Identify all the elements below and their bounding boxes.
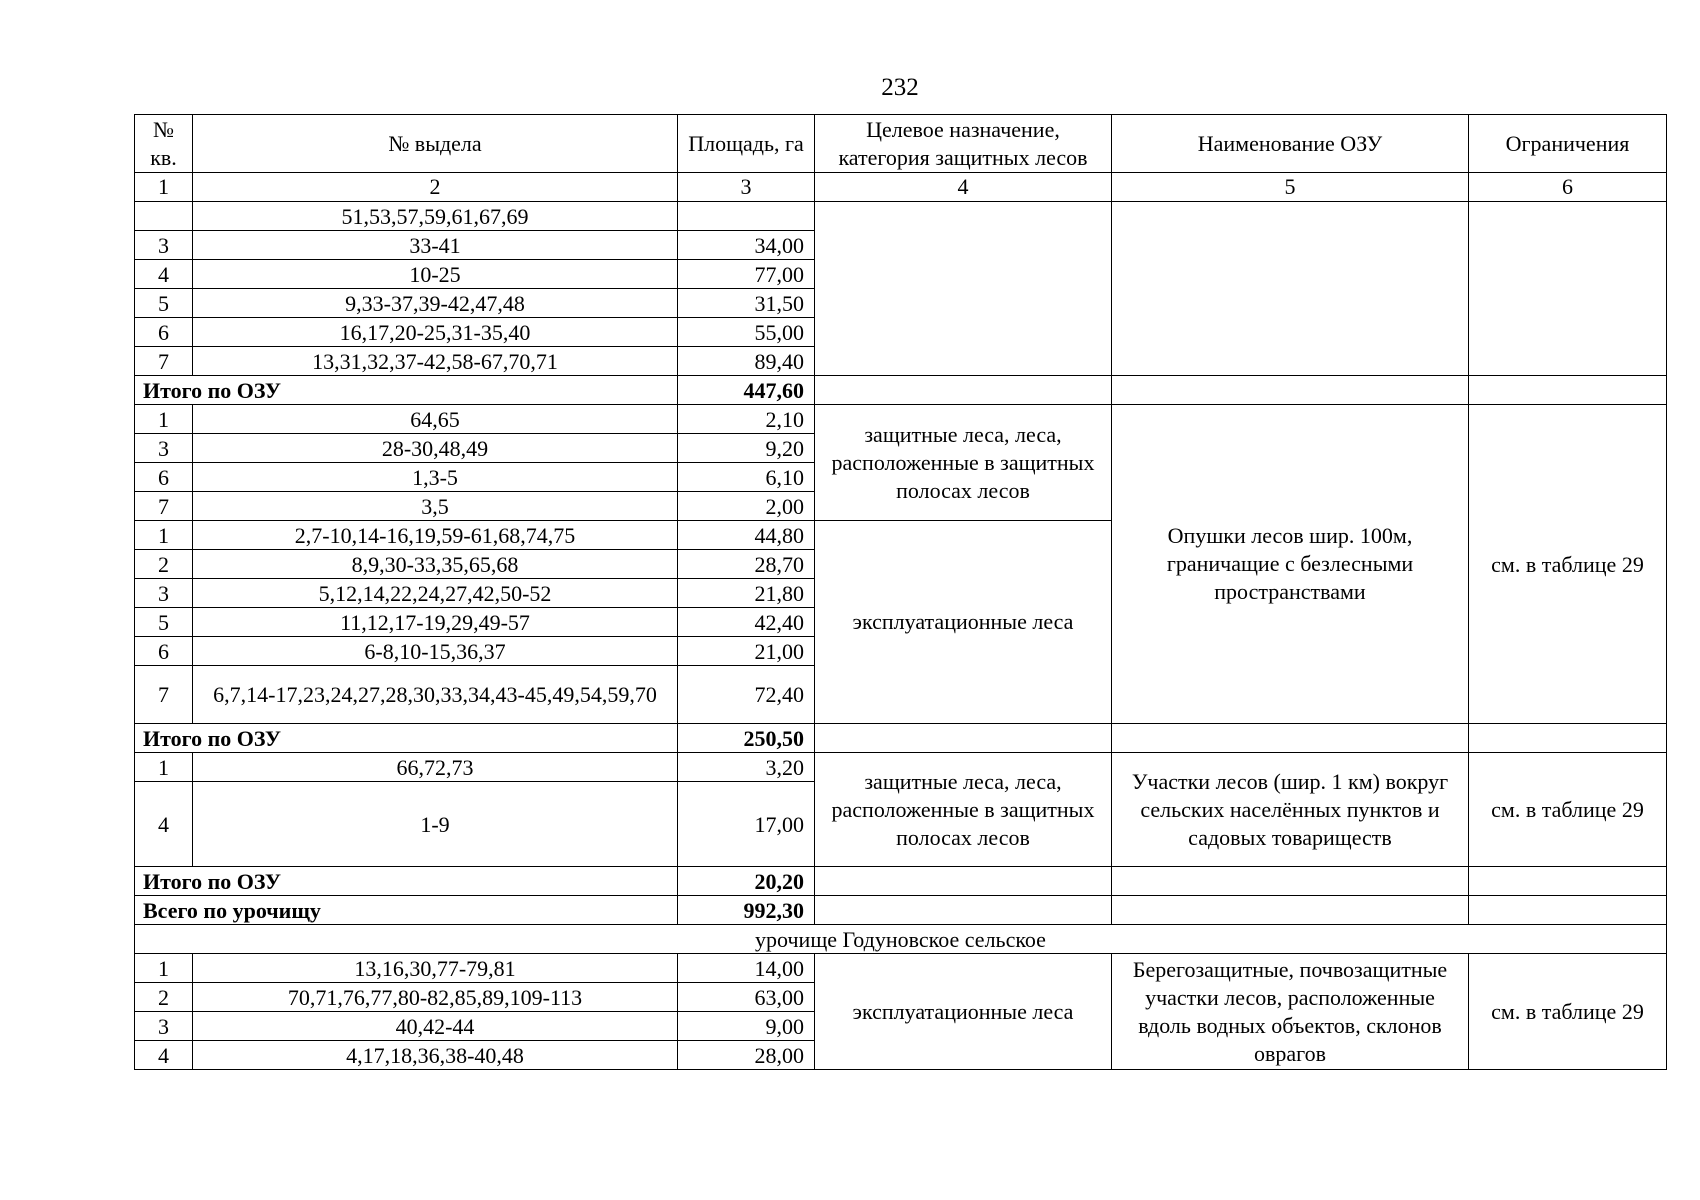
area-cell: 55,00 [678,318,815,347]
area-cell: 6,10 [678,463,815,492]
section-title: урочище Годуновское сельское [135,925,1667,954]
vydel-cell: 66,72,73 [193,753,678,782]
area-cell: 42,40 [678,608,815,637]
vydel-cell: 16,17,20-25,31-35,40 [193,318,678,347]
subtotal-area: 250,50 [678,724,815,753]
vydel-cell: 3,5 [193,492,678,521]
area-cell: 9,00 [678,1012,815,1041]
ozu-cell [1112,202,1469,376]
vydel-cell: 6-8,10-15,36,37 [193,637,678,666]
empty-cell [1112,376,1469,405]
area-cell: 17,00 [678,782,815,867]
empty-cell [1112,724,1469,753]
column-number: 4 [815,173,1112,202]
grand-total-area: 992,30 [678,896,815,925]
kv-cell: 7 [135,666,193,724]
vydel-cell: 6,7,14-17,23,24,27,28,30,33,34,43-45,49,54,59,70 [193,666,678,724]
empty-cell [1469,896,1667,925]
purpose-cell: эксплуатационные леса [815,954,1112,1070]
area-cell: 2,00 [678,492,815,521]
table-row [135,405,1667,434]
vydel-cell: 4,17,18,36,38-40,48 [193,1041,678,1070]
vydel-cell: 33-41 [193,231,678,260]
header-vydel: № выдела [193,115,678,173]
kv-cell: 3 [135,579,193,608]
area-cell: 72,40 [678,666,815,724]
limits-cell: см. в таблице 29 [1469,405,1667,724]
subtotal-row [135,867,1667,896]
kv-cell: 6 [135,463,193,492]
empty-cell [815,867,1112,896]
area-cell: 3,20 [678,753,815,782]
empty-cell [1469,376,1667,405]
empty-cell [815,376,1112,405]
area-cell: 44,80 [678,521,815,550]
vydel-cell: 51,53,57,59,61,67,69 [193,202,678,231]
kv-cell: 2 [135,983,193,1012]
grand-total-label: Всего по урочищу [135,896,678,925]
area-cell: 28,70 [678,550,815,579]
vydel-cell: 28-30,48,49 [193,434,678,463]
vydel-cell: 13,31,32,37-42,58-67,70,71 [193,347,678,376]
area-cell: 31,50 [678,289,815,318]
area-cell: 21,80 [678,579,815,608]
header-kv: № кв. [135,115,193,173]
vydel-cell: 40,42-44 [193,1012,678,1041]
kv-cell [135,202,193,231]
kv-cell: 7 [135,492,193,521]
limits-cell: см. в таблице 29 [1469,753,1667,867]
vydel-cell: 10-25 [193,260,678,289]
empty-cell [1112,867,1469,896]
empty-cell [815,724,1112,753]
kv-cell: 1 [135,954,193,983]
area-cell: 63,00 [678,983,815,1012]
empty-cell [815,896,1112,925]
purpose-cell: эксплуатационные леса [815,521,1112,724]
area-cell: 34,00 [678,231,815,260]
vydel-cell: 1,3-5 [193,463,678,492]
header-area: Площадь, га [678,115,815,173]
vydel-cell: 5,12,14,22,24,27,42,50-52 [193,579,678,608]
area-cell [678,202,815,231]
subtotal-row [135,376,1667,405]
column-number: 1 [135,173,193,202]
subtotal-area: 447,60 [678,376,815,405]
kv-cell: 7 [135,347,193,376]
subtotal-area: 20,20 [678,867,815,896]
vydel-cell: 64,65 [193,405,678,434]
section-title-row [135,925,1667,954]
purpose-cell [815,202,1112,376]
kv-cell: 5 [135,608,193,637]
subtotal-row [135,724,1667,753]
subtotal-label: Итого по ОЗУ [135,724,678,753]
table-row [135,202,1667,231]
kv-cell: 3 [135,231,193,260]
ozu-cell: Опушки лесов шир. 100м, граничащие с безлесными пространствами [1112,405,1469,724]
vydel-cell: 8,9,30-33,35,65,68 [193,550,678,579]
vydel-cell: 2,7-10,14-16,19,59-61,68,74,75 [193,521,678,550]
kv-cell: 3 [135,434,193,463]
kv-cell: 6 [135,637,193,666]
kv-cell: 6 [135,318,193,347]
kv-cell: 4 [135,260,193,289]
column-number: 3 [678,173,815,202]
kv-cell: 4 [135,1041,193,1070]
ozu-cell: Участки лесов (шир. 1 км) вокруг сельских населённых пунктов и садовых товариществ [1112,753,1469,867]
kv-cell: 2 [135,550,193,579]
grand-total-row [135,896,1667,925]
kv-cell: 1 [135,405,193,434]
table-row [135,954,1667,983]
header-purpose: Целевое назначение, категория защитных лесов [815,115,1112,173]
subtotal-label: Итого по ОЗУ [135,376,678,405]
vydel-cell: 70,71,76,77,80-82,85,89,109-113 [193,983,678,1012]
header-limits: Ограничения [1469,115,1667,173]
empty-cell [1112,896,1469,925]
ozu-cell: Берегозащитные, почвозащитные участки лесов, расположенные вдоль водных объектов, склонов оврагов [1112,954,1469,1070]
column-number: 6 [1469,173,1667,202]
vydel-cell: 9,33-37,39-42,47,48 [193,289,678,318]
area-cell: 77,00 [678,260,815,289]
limits-cell: см. в таблице 29 [1469,954,1667,1070]
area-cell: 14,00 [678,954,815,983]
page-number: 232 [881,74,919,101]
purpose-cell: защитные леса, леса, расположенные в защитных полосах лесов [815,753,1112,867]
empty-cell [1469,724,1667,753]
area-cell: 89,40 [678,347,815,376]
vydel-cell: 11,12,17-19,29,49-57 [193,608,678,637]
area-cell: 21,00 [678,637,815,666]
area-cell: 28,00 [678,1041,815,1070]
area-cell: 9,20 [678,434,815,463]
column-number-row [135,173,1667,202]
empty-cell [1469,867,1667,896]
kv-cell: 5 [135,289,193,318]
vydel-cell: 13,16,30,77-79,81 [193,954,678,983]
header-ozu: Наименование ОЗУ [1112,115,1469,173]
limits-cell [1469,202,1667,376]
table-row [135,753,1667,782]
kv-cell: 4 [135,782,193,867]
column-number: 5 [1112,173,1469,202]
header-row [135,115,1667,173]
area-cell: 2,10 [678,405,815,434]
subtotal-label: Итого по ОЗУ [135,867,678,896]
column-number: 2 [193,173,678,202]
kv-cell: 1 [135,753,193,782]
vydel-cell: 1-9 [193,782,678,867]
kv-cell: 1 [135,521,193,550]
forest-protection-table [134,114,1667,1070]
purpose-cell: защитные леса, леса, расположенные в защитных полосах лесов [815,405,1112,521]
kv-cell: 3 [135,1012,193,1041]
